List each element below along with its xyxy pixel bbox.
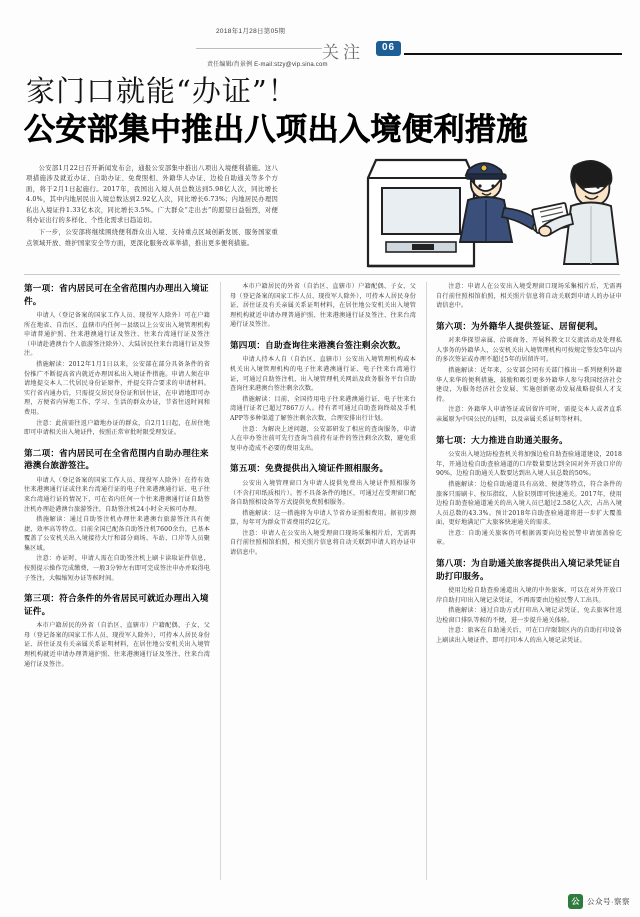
paragraph: 措施解读：2012年1月1日以来，公安部在部分具备条件的省份推广不断提高省内就近办理因私出入境证件措施。申请人须在申请地提交本人二代居民身份证原件，并提交符合要求的申请材料。实行省内通办后，只需提交居民身份证和居住证，在申请地即可办理，方便省内异地工作、学习、生活的群众办证，节省往返时间和费用。 [24,360,210,416]
measure-body-8 [436,586,622,646]
continuation-body [436,282,622,311]
measure-item-1 [24,282,210,438]
masthead-right-rule [404,53,622,55]
paragraph: 使用边检自助查验通道出入境的中外旅客，可以在对外开放口岸自助打印出入境记录凭证，不再需要由边检民警人工出具。 [436,587,622,604]
police-officer-figure [460,163,545,242]
column-two [230,282,416,567]
measure-item-6 [436,320,622,425]
paragraph: 本市户籍居民的外省（自治区、直辖市）户籍配偶、子女、父母（登记备案的国家工作人员、现役军人除外），可持本人居民身份证、居住证及有关亲属关系证明材料，在居住地公安机关出入境管理机构就近申请办理普通护照、往来港澳通行证及签注、往来台湾通行证及签注。 [24,622,210,668]
headline-kicker: 家门口就能“办证”！ [26,74,298,108]
measure-item-4 [230,339,416,453]
paragraph: 公安出入境管理窗口为申请人提供免费出入境证件照相服务（不含打印纸质相片）。暂不具备条件的地区，可通过在受理窗口配备自助照相设备等方式提供免费照相服务。 [230,479,416,507]
measure-body-5 [230,479,416,558]
wechat-logo-icon: 公 [568,894,583,909]
paragraph: 措施解读：近年来，公安部会同有关部门推出一系列便利外籍华人来华的便利措施，鼓励和吸引更多外籍华人参与我国经济社会建设，为服务经济社会发展、实施创新驱动发展战略提供人才支持。 [436,367,622,403]
measure-heading-2: 第二项：省内居民可在全省范围内自助办理往来港澳台旅游签注。 [24,447,209,471]
paragraph: 措施解读：边检自助通道具有高效、便捷等特点，符合条件的旅客只需刷卡、按压指纹、人脸识别即可快速通关。2017年，使用边检自助查验通道通关的出入境人员已超过2.58亿人次，占出入境人员总数的43.3%。预计2018年自助查验通道将进一步扩大覆盖面，更好地满足广大旅客快速通关的需求。 [436,480,622,527]
paragraph: 对来华探望亲属、洽谈商务、开展科教文卫交流活动及处理私人事务的外籍华人，公安机关出入境管理机构可按规定签发5年以内的多次签证或办理不超过5年的居留许可。 [436,337,622,364]
measure-body-2 [24,476,210,584]
footer-watermark [568,894,630,909]
columns-top-rule [24,274,620,275]
paragraph: 本市户籍居民的外省（自治区、直辖市）户籍配偶、子女、父母（登记备案的国家工作人员、现役军人除外），可持本人居民身份证、居住证及有关亲属关系证明材料，在居住地公安机关出入境管理机构就近申请办理普通护照、往来港澳通行证及签注、往来台湾通行证及签注。 [230,283,416,329]
measure-item-7 [436,434,622,548]
measure-item-8 [436,557,622,646]
paragraph: 注意：申请人在公安出入境受理窗口现场采集相片后，无需再自行前往照相馆拍照，相关照片信息将自动关联到申请人的办证申请信息中。 [436,283,622,310]
paragraph: 申请人（登记备案的国家工作人员、现役军人除外）在持有效往来港澳通行证或往来台湾通行证的电子往来港澳通行证、电子往来台湾通行证的情况下，可在省内任何一个往来港澳通行证自助签注机办理赴港澳台旅游签注，自助签注机24小时全天候可办理。 [24,476,210,513]
watermark-label: 公众号·察察 [587,897,630,906]
column-three [436,282,622,655]
measure-body-6 [436,336,622,424]
article-columns [24,282,620,882]
measure-heading-7: 第七项：大力推进自助通关服务。 [436,434,568,445]
page-title: 公安部集中推出八项出入境便利措施 [24,112,528,147]
cartoon-illustration [316,126,626,276]
measure-heading-6: 第六项：为外籍华人提供签证、居留便利。 [436,320,604,331]
article-lead [26,164,278,251]
page-number-badge: 06 [376,41,401,56]
paragraph: 注意：外籍华人申请签证或居留许可时，需提交本人或者直系亲属原为中国公民的证明，以及亲属关系证明等材料。 [436,406,622,424]
measure-item-4-spacer [230,282,416,330]
paragraph: 注意：申请人在公安出入境受理窗口现场采集相片后，无需再自行前往照相馆拍照，相关照片信息将自动关联到申请人的办证申请信息中。 [230,529,416,557]
measure-body-1 [24,311,210,438]
measure-body-4 [230,355,416,453]
paragraph: 措施解读：通过自助签注机办理往来港澳台旅游签注具有便捷、效率高等特点。目前全国已配备自助签注机7600余台，已基本覆盖了公安机关出入境接待大厅和部分商场、车站、口岸等人员聚集区域。 [24,516,210,552]
column-two-continuation [230,282,416,330]
section-title: 关注 [322,43,364,63]
masthead-left-rule [196,48,322,49]
paragraph: 措施解读：这一措施将为申请人节省办证照相费用。据初步测算，每年可为群众节省费用约2亿元。 [230,509,416,527]
lead-paragraph-1: 公安部1月22日召开新闻发布会，通报公安部集中推出八项出入境便利措施。这八项措施涉及就近办证、自助办证、免费照相、外籍华人办证、边检自助通关等多个方面，将于2月1日起施行。2017年，我国出入境人员总数达到5.98亿人次，同比增长4.0%，其中内地居民出入境总数达到2.92亿人次，同比增长6.73%；内地居民办理因私出入境证件1.33亿本次，同比增长3.5%。广大群众“走出去”的愿望日益强烈，对便利办证出行的多样化、个性化需求日趋迫切。 [26,165,278,225]
measure-heading-1: 第一项：省内居民可在全省范围内办理出入境证件。 [24,283,209,306]
measure-heading-4: 第四项：自助查询往来港澳台签注剩余次数。 [230,339,406,350]
paragraph: 注意：自助通关旅客仍可根据需要向边检民警申请加盖验讫章。 [436,529,622,547]
paragraph: 注意：旅客在自助通关后，可在口岸限制区内的自助打印设备上刷读出入境证件，即可打印本人的出入境记录凭证。 [436,627,622,645]
paragraph: 注意：办证时，申请人需在自助签注机上刷卡读取证件信息，按照提示操作完成缴费，一般3分钟左右即可完成签注申办并取得电子签注，大幅缩短办证等候时间。 [24,555,210,582]
measure-heading-3: 第三项：符合条件的外省居民可就近办理出入境证件。 [24,593,209,616]
measure-item-2 [24,447,210,584]
service-counter-icon [368,160,474,266]
measure-item-3 [24,592,210,669]
masthead [0,0,640,72]
issue-date: 2018年1月28日第05期 [216,28,286,35]
editor-contact-line: 责任编辑/肖景例 E-mail:stzy@vip.sina.com [207,62,328,68]
measure-item-5 [230,462,416,557]
column-one [24,282,210,678]
measure-body-7 [436,450,622,548]
paragraph: 公安出入境边防检查机关将加强边检自助查验通道建设，2018年，开通边检自助查验通道的口岸数量要达到全国对外开放口岸的90%，边检自助通关人数要达到出入境人员总数的50%。 [436,451,622,478]
paragraph: 注意：此前需往返户籍地办证的群众，自2月1日起，在居住地即可申请相关出入境证件，按照正常审批时限受理发证。 [24,419,210,437]
paragraph: 措施解读：通过自助方式打印出入境记录凭证，免去旅客往返边检窗口排队等候的不便，进一步提升通关体验。 [436,607,622,624]
measure-heading-8: 第八项：为自助通关旅客提供出入境记录凭证自助打印服务。 [436,558,621,581]
column-three-continuation [436,282,622,311]
paragraph: 申请人持本人自（自治区、直辖市）公安出入境管理机构或本机关出入境管理机构的电子往来港澳通行证、电子往来台湾通行证，可通过自助签注机、出入境管理机关网站及政务服务平台自助查询往来港澳台签注剩余次数。 [230,356,416,393]
paragraph: 申请人（登记备案的国家工作人员、现役军人除外）可在户籍所在地省、自治区、直辖市内任何一县级以上公安出入境管理机构申请普通护照、往来港澳通行证及签注、往来台湾通行证及签注（申请赴港澳台个人旅游签注除外）、大陆居民往来台湾通行证及签注。 [24,312,210,358]
paragraph: 注意：为解决上述问题，公安部研发了相应的查询服务，申请人在申办签注前可先行查询当前持有证件的签注剩余次数，避免重复申办造成不必要的费用支出。 [230,425,416,452]
paragraph: 措施解读：目前，全国持用电子往来港澳通行证、电子往来台湾通行证者已超过7867万人。持有者可通过自助查询终端及手机APP等多种渠道了解签注剩余次数，合理安排出行计划。 [230,395,416,423]
column-divider [426,282,427,880]
column-divider [220,282,221,880]
lead-paragraph-2: 下一步，公安部将继续围绕便利群众出入境、支持重点区域创新发展、服务国家重点领域开放、维护国家安全等方面，更深化服务改革举措，推出更多便利措施。 [26,229,278,247]
measure-heading-5: 第五项：免费提供出入境证件照相服务。 [230,463,389,474]
measure-body-3 [24,621,210,669]
